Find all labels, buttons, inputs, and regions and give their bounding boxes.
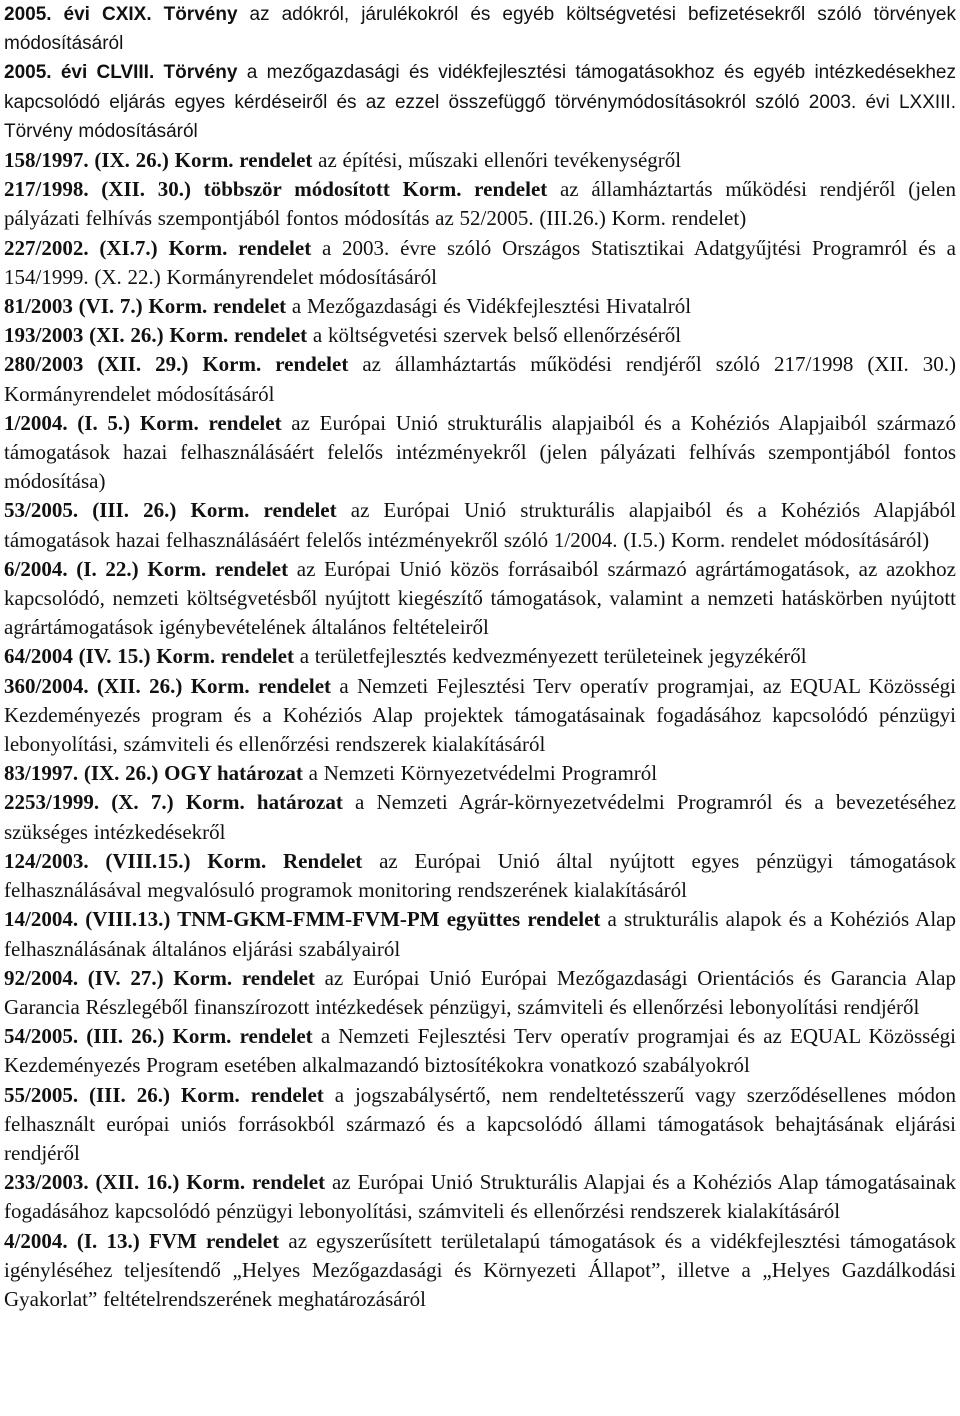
law-description: a Nemzeti Környezetvédelmi Programról [302, 761, 658, 786]
law-reference: 227/2002. (XI.7.) Korm. rendelet [4, 235, 312, 260]
law-reference: 2253/1999. (X. 7.) Korm. határozat [4, 790, 343, 815]
law-description: az adókról, járulékokról és egyéb költségvetési befizetésekről szóló törvények módosításáról [4, 4, 956, 55]
law-description: a Nemzeti Agrár-környezetvédelmi Programról és a bevezetéséhez szükséges intézkedésekről [4, 790, 957, 844]
law-reference: 1/2004. (I. 5.) Korm. rendelet [4, 410, 282, 435]
law-reference: 92/2004. (IV. 27.) Korm. rendelet [4, 965, 315, 990]
law-entry [4, 642, 956, 671]
law-reference: 54/2005. (III. 26.) Korm. rendelet [4, 1024, 313, 1049]
law-entry [4, 847, 956, 905]
law-description: a Nemzeti Fejlesztési Terv operatív programjai, az EQUAL Közösségi Kezdeményezés program és a Kohéziós Alap projektek támogatásainak fogadásához kapcsolódó pénzügyi lebonyolítási, számviteli és ellenőrzési rendszerek kialakításáról [4, 673, 956, 757]
law-entry [4, 905, 956, 963]
law-entry [4, 964, 956, 1022]
law-description: az Európai Unió közös forrásaiból származó agrártámogatások, az azokhoz kapcsolódó, nemzeti költségvetésből nyújtott kiegészítő támogatások, valamint a nemzeti hatáskörben nyújtott agrártámogatások igénybevételének általános feltételeiről [4, 556, 956, 640]
law-entry [4, 759, 956, 788]
law-description: a jogszabálysértő, nem rendeltetésszerű vagy szerződésellenes módon felhasznált európai uniós forrásokból származó és a kapcsolódó állami támogatások behajtásának eljárási rendjéről [4, 1082, 956, 1165]
law-entry [4, 788, 956, 846]
law-reference: 217/1998. (XII. 30.) többször módosított Korm. rendelet [4, 177, 548, 202]
law-reference: 280/2003 (XII. 29.) Korm. rendelet [4, 352, 349, 377]
law-description: az államháztartás működési rendjéről szóló 217/1998 (XII. 30.) Kormányrendelet módosításáról [4, 352, 956, 406]
law-reference: 6/2004. (I. 22.) Korm. rendelet [4, 556, 289, 581]
law-reference: 83/1997. (IX. 26.) OGY határozat [4, 761, 303, 786]
law-description: az Európai Unió strukturális alapjaiból és a Kohéziós Alapjaiból származó támogatások hazai felhasználásáért felelős intézményekről (jelen pályázati felhívás szempontjából fontos módosítása) [4, 410, 956, 494]
law-reference: 14/2004. (VIII.13.) TNM-GKM-FMM-FVM-PM együttes rendelet [4, 907, 601, 932]
law-entry [4, 555, 956, 643]
law-description: az Európai Unió Strukturális Alapjai és a Kohéziós Alap támogatásainak fogadásához kapcsolódó pénzügyi lebonyolítási, számviteli és ellenőrzési rendszerek kialakításáról [4, 1170, 956, 1224]
law-reference: 158/1997. (IX. 26.) Korm. rendelet [4, 148, 313, 173]
law-description: a Mezőgazdasági és Vidékfejlesztési Hivatalról [286, 294, 692, 319]
law-entry [4, 175, 956, 233]
law-entry [4, 1081, 956, 1169]
law-reference: 2005. évi CXIX. Törvény [4, 4, 238, 25]
law-entry [4, 409, 956, 497]
law-description: a területfejlesztés kedvezményezett területeinek jegyzékéről [293, 644, 807, 669]
law-reference: 55/2005. (III. 26.) Korm. rendelet [4, 1082, 324, 1107]
law-description: az Európai Unió strukturális alapjaiból és a Kohéziós Alapjából támogatások hazai felhasználásáért felelős intézményekről szóló 1/2004. (I.5.) Korm. rendelet módosításáról) [4, 498, 957, 552]
law-description: az építési, műszaki ellenőri tevékenységről [312, 148, 682, 173]
law-entry [4, 672, 956, 760]
law-entry [4, 146, 956, 175]
law-reference: 4/2004. (I. 13.) FVM rendelet [4, 1228, 280, 1253]
law-description: a költségvetési szervek belső ellenőrzéséről [307, 323, 682, 348]
legislation-list [4, 0, 956, 1314]
law-reference: 360/2004. (XII. 26.) Korm. rendelet [4, 673, 332, 698]
law-entry [4, 58, 956, 146]
law-description: a 2003. évre szóló Országos Statisztikai Adatgyűjtési Programról és a 154/1999. (X. 22.) Kormányrendelet módosításáról [4, 235, 956, 289]
law-description: az államháztartás működési rendjéről (jelen pályázati felhívás szempontjából fontos módosítás az 52/2005. (III.26.) Korm. rendelet) [4, 177, 956, 231]
law-reference: 81/2003 (VI. 7.) Korm. rendelet [4, 294, 287, 319]
law-description: a Nemzeti Fejlesztési Terv operatív programjai és az EQUAL Közösségi Kezdeményezés Program esetében alkalmazandó biztosítékokra vonatkozó szabályokról [4, 1024, 957, 1078]
law-reference: 124/2003. (VIII.15.) Korm. Rendelet [4, 848, 363, 873]
law-description: az egyszerűsített területalapú támogatások és a vidékfejlesztési támogatások igényléséhez teljesítendő „Helyes Mezőgazdasági és Környezeti Állapot”, illetve a „Helyes Gazdálkodási Gyakorlat” feltételrendszerének meghatározásáról [4, 1228, 956, 1311]
law-entry [4, 496, 956, 554]
law-entry [4, 1022, 956, 1080]
law-entry [4, 321, 956, 350]
law-reference: 2005. évi CLVIII. Törvény [4, 62, 238, 84]
law-description: a mezőgazdasági és vidékfejlesztési támogatásokhoz és egyéb intézkedésekhez kapcsolódó eljárás egyes kérdéseiről és az ezzel összefüggő törvénymódosításokról szóló 2003. évi LXXIII. Törvény módosításáról [4, 62, 956, 142]
law-entry [4, 234, 956, 292]
law-description: az Európai Unió Európai Mezőgazdasági Orientációs és Garancia Alap Garancia Részlegéből finanszírozott intézkedések pénzügyi, számviteli és ellenőrzési lebonyolítási rendjéről [4, 965, 956, 1019]
law-description: a strukturális alapok és a Kohéziós Alap felhasználásának általános eljárási szabályairól [4, 907, 956, 961]
law-description: az Európai Unió által nyújtott egyes pénzügyi támogatások felhasználásával megvalósuló programok monitoring rendszerének kialakításáról [4, 848, 957, 903]
law-entry [4, 1227, 956, 1315]
law-reference: 233/2003. (XII. 16.) Korm. rendelet [4, 1170, 326, 1195]
law-reference: 64/2004 (IV. 15.) Korm. rendelet [4, 644, 294, 669]
law-entry [4, 0, 956, 58]
law-entry [4, 1168, 956, 1226]
law-reference: 53/2005. (III. 26.) Korm. rendelet [4, 498, 337, 523]
law-entry [4, 350, 956, 408]
law-reference: 193/2003 (XI. 26.) Korm. rendelet [4, 323, 308, 348]
law-entry [4, 292, 956, 321]
